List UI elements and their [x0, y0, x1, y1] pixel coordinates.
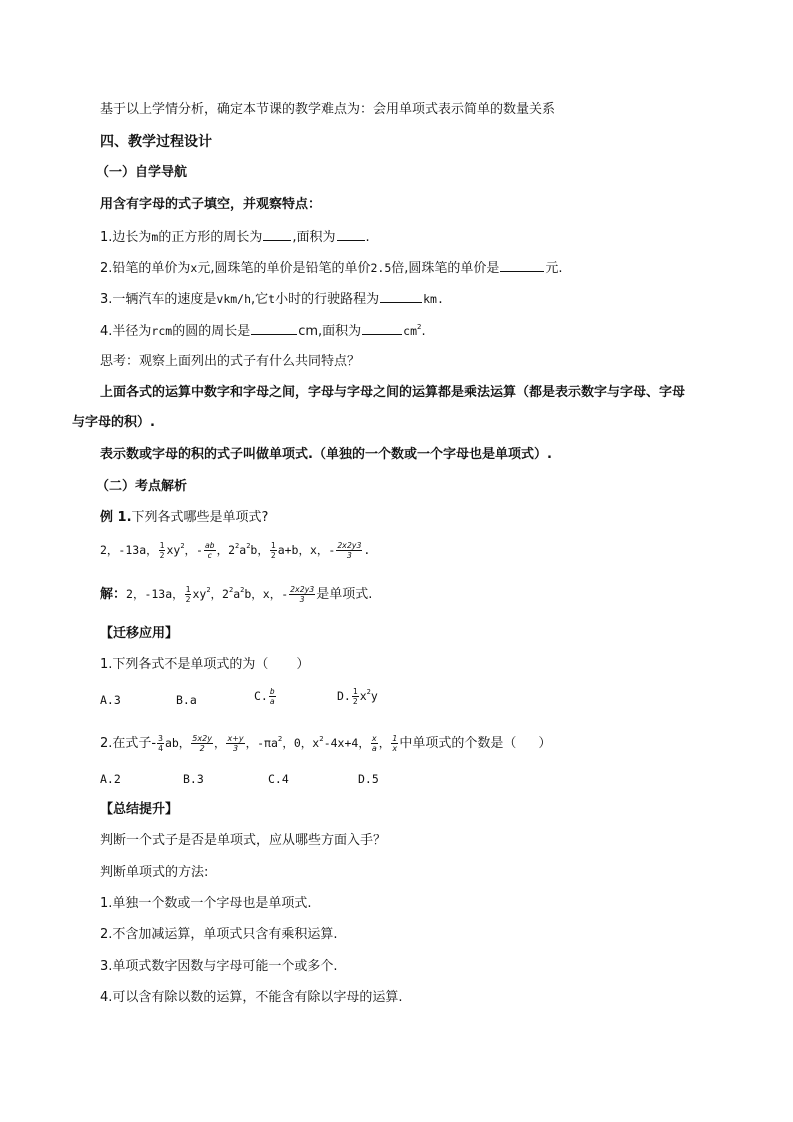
fraction: $\frac{x+y}{3}$: [227, 734, 244, 753]
option-d[interactable]: D. $\frac{1}{2}$ $x^2y$: [337, 687, 378, 706]
answer-blank[interactable]: [263, 228, 291, 241]
example-1: 例 1.下列各式哪些是单项式?: [100, 510, 269, 525]
fraction: $\frac{2x2y3}{3}$: [290, 585, 315, 604]
definition-paragraph: 表示数或字母的积的式子叫做单项式.（单独的一个数或一个字母也是单项式）.: [100, 447, 552, 462]
answer-blank[interactable]: [337, 228, 365, 241]
option-c[interactable]: C. $\frac{b}{a}$: [254, 687, 275, 706]
summary-method-title: 判断单项式的方法:: [100, 865, 209, 880]
summary-item: 1.单独一个数或一个字母也是单项式.: [100, 896, 312, 911]
question-1: 1.边长为m的正方形的周长为 ,面积为 .: [100, 230, 370, 245]
transfer-question-1: 1.下列各式不是单项式的为（ ）: [100, 657, 310, 672]
subsection-heading-2: （二）考点解析: [96, 479, 188, 494]
fill-in-title: 用含有字母的式子填空，并观察特点：: [100, 197, 322, 212]
summary-heading: 【总结提升】: [100, 802, 179, 817]
intro-paragraph: 基于以上学情分析，确定本节课的教学难点为：会用单项式表示简单的数量关系: [100, 102, 556, 117]
answer-blank[interactable]: [380, 290, 422, 303]
summary-item: 4.可以含有除以数的运算，不能含有除以字母的运算.: [100, 990, 403, 1005]
fraction: $\frac{2x2y3}{3}$: [337, 541, 362, 560]
solution: 解：2，-13a， $\frac{1}{2}$ $xy^2$，$2^2a^2b$，x，- $\frac{2x2y3}{3}$ 是单项式.: [100, 585, 373, 604]
fraction: $\frac{1}{2}$: [159, 541, 165, 560]
fraction: $\frac{1}{x}$: [392, 734, 398, 753]
option-b[interactable]: B.a: [176, 693, 197, 707]
transfer-question-2: 2.在式子- $\frac{3}{4}$ ab， $\frac{5x2y}{2}$ ， $\frac{x+y}{3}$ ，$-\pi a^2$，0，$x^2-4x+4$， $\frac{x}{a}$ ， $\frac{1}{x}$ 中单项式的个数是（ ）: [100, 734, 552, 753]
option-d[interactable]: D.5: [358, 772, 379, 786]
summary-item: 3.单项式数字因数与字母可能一个或多个.: [100, 959, 338, 974]
summary-question: 判断一个式子是否是单项式，应从哪些方面入手？: [100, 833, 387, 848]
answer-blank[interactable]: [362, 322, 402, 335]
summary-item: 2.不含加减运算，单项式只含有乘积运算.: [100, 927, 338, 942]
option-a[interactable]: A.3: [100, 693, 121, 707]
subsection-heading-1: （一）自学导航: [96, 165, 188, 180]
option-b[interactable]: B.3: [183, 772, 204, 786]
fraction: $\frac{ab}{c}$: [204, 541, 215, 560]
answer-blank[interactable]: [251, 322, 297, 335]
answer-blank[interactable]: [500, 259, 544, 272]
fraction: $\frac{1}{2}$: [270, 541, 276, 560]
transfer-heading: 【迁移应用】: [100, 626, 179, 641]
example-expressions: 2，-13a， $\frac{1}{2}$ $xy^2$，- $\frac{ab}{c}$ ，$2^2a^2b$， $\frac{1}{2}$ a+b，x，- $\frac{2x2y3}{3}$ .: [100, 541, 371, 560]
question-3: 3.一辆汽车的速度是vkm/h,它t小时的行驶路程为 km.: [100, 292, 444, 307]
paragraph-1-line-1: 上面各式的运算中数字和字母之间，字母与字母之间的运算都是乘法运算（都是表示数字与字母、字母: [100, 385, 686, 400]
option-c[interactable]: C.4: [268, 772, 289, 786]
question-2: 2.铅笔的单价为x元,圆珠笔的单价是铅笔的单价2.5倍,圆珠笔的单价是 元.: [100, 261, 563, 276]
think-prompt: 思考：观察上面列出的式子有什么共同特点？: [100, 354, 361, 369]
question-4: 4.半径为rcm的圆的周长是 cm,面积为 $cm^2$.: [100, 323, 426, 339]
section-heading-4: 四、教学过程设计: [100, 134, 212, 150]
paragraph-1-line-2: 与字母的积）.: [72, 415, 155, 430]
option-a[interactable]: A.2: [100, 772, 121, 786]
fraction: $\frac{5x2y}{2}$: [192, 734, 212, 753]
fraction: $\frac{1}{2}$: [185, 585, 191, 604]
fraction: $\frac{x}{a}$: [371, 734, 377, 753]
